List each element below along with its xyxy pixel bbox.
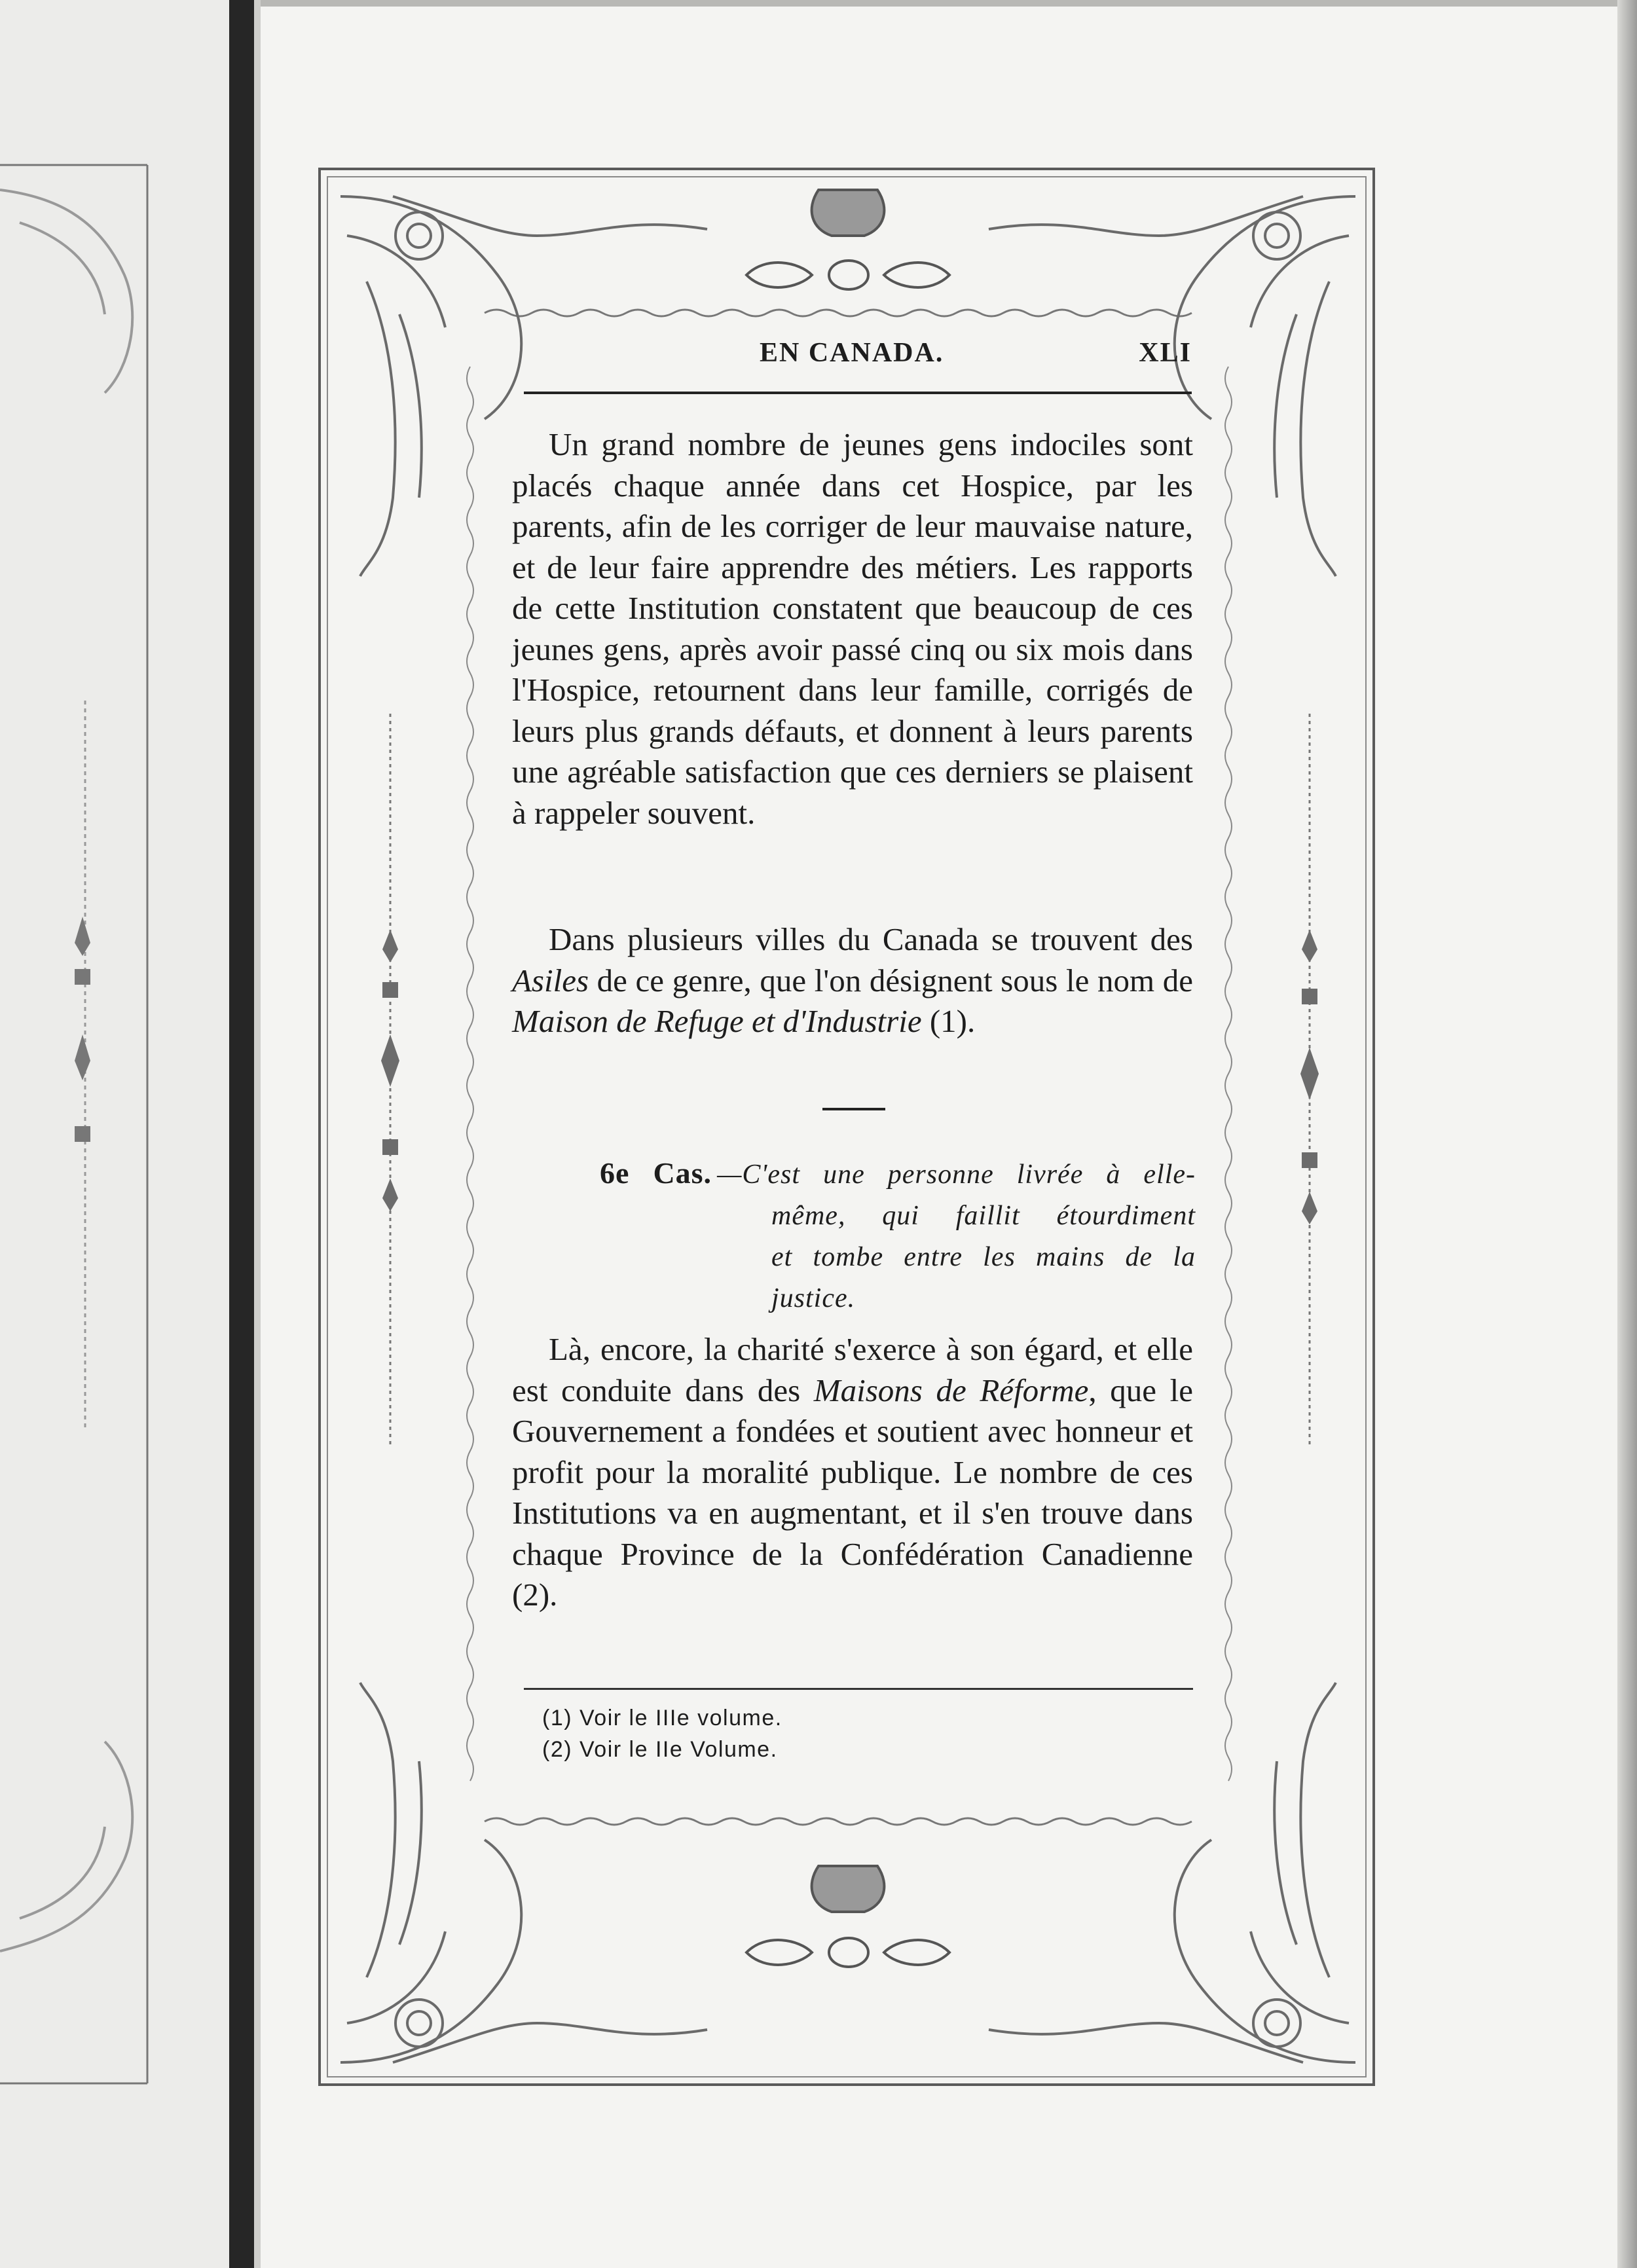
case-line-1-text: —C'est une personne livrée à elle- — [717, 1160, 1196, 1190]
paragraph-2-text — [512, 919, 1193, 1042]
paragraph-2-part-c: (1). — [921, 1003, 976, 1039]
case-label: 6e Cas. — [600, 1156, 712, 1190]
paragraph-2-part-b: de ce genre, que l'on désignent sous le nom de — [589, 962, 1193, 998]
case-line-4 — [600, 1278, 1196, 1319]
case-line-2 — [600, 1196, 1196, 1237]
running-head — [524, 337, 1192, 376]
paragraph-2-part-a: Dans plusieurs villes du Canada se trouvent des — [549, 921, 1193, 957]
header-rule — [524, 392, 1192, 394]
paragraph-3-text — [512, 1329, 1193, 1616]
paragraph-2 — [512, 919, 1193, 1042]
adjacent-page-border — [0, 165, 147, 2083]
paragraph-3-italic-maisons: Maisons de Réforme — [813, 1372, 1089, 1408]
paragraph-2-italic-maison: Maison de Refuge et d'Industrie — [512, 1003, 922, 1039]
page-number: XLI — [1139, 338, 1192, 368]
case-line-4-text: justice. — [771, 1283, 856, 1313]
footnote-rule — [524, 1688, 1193, 1690]
running-title: EN CANADA. — [760, 338, 944, 368]
adjacent-page-ornaments — [75, 917, 90, 1142]
paragraph-1-text: Un grand nombre de jeunes gens indociles sont placés chaque année dans cet Hospice, par les parents, afin de les corriger de leur mauvaise nature, et de leur faire apprendre des métiers. Les rapports de cette Institution constatent que beaucoup de ces jeunes gens, après avoir passé cinq ou six mois dans l'Hospice, retournent dans leur famille, corrigés de leurs plus grands défauts, et donnent à leurs parents une agréable satisfaction que ces derniers se plaisent à rappeler souvent. — [512, 426, 1193, 831]
paragraph-3-part-a: Là, encore, la charité s'exerce à son égard, et elle est conduite dans des — [512, 1331, 1193, 1408]
footnote-1: (1) Voir le IIIe volume. — [542, 1706, 782, 1730]
section-divider — [822, 1108, 885, 1110]
case-6-heading — [600, 1152, 1196, 1319]
paragraph-3-part-b: , que le Gouvernement a fondées et soutient avec honneur et profit pour la moralité publique. Le nombre de ces Institutions va en augmentant, et il s'en trouve dans chaque Province de la Confédération Canadienne (2). — [512, 1372, 1193, 1613]
case-line-1 — [600, 1152, 1196, 1196]
paragraph-3 — [512, 1329, 1193, 1616]
footnote-2: (2) Voir le IIe Volume. — [542, 1737, 778, 1762]
case-line-2-text: même, qui faillit étourdiment — [771, 1201, 1196, 1231]
paragraph-2-italic-asiles: Asiles — [512, 962, 589, 998]
case-line-3 — [600, 1237, 1196, 1278]
footnotes — [542, 1702, 782, 1765]
paragraph-1 — [512, 424, 1193, 833]
case-line-3-text: et tombe entre les mains de la — [771, 1242, 1196, 1272]
